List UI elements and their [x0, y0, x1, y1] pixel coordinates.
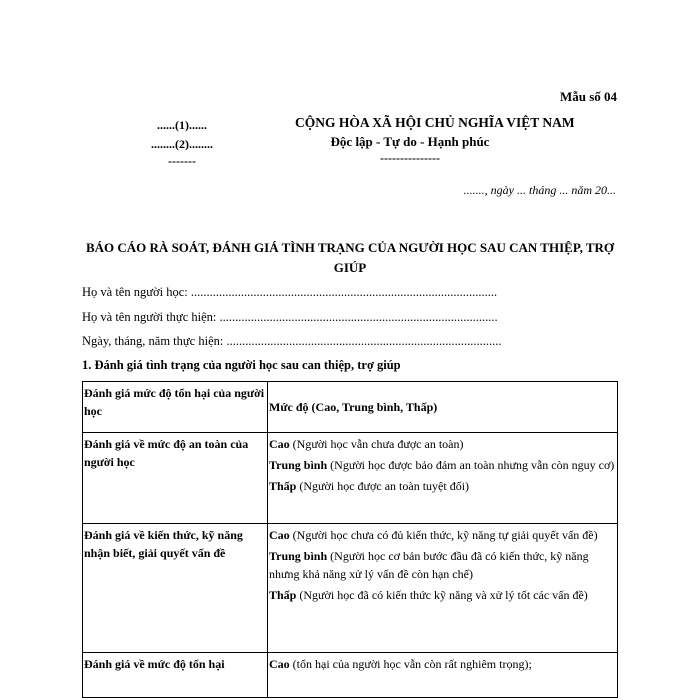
option-item [269, 526, 616, 544]
option-level: Trung bình [269, 549, 328, 563]
table-cell-options [268, 433, 618, 524]
option-desc: (Người học vẫn chưa được an toàn) [289, 437, 464, 451]
national-motto: Độc lập - Tự do - Hạnh phúc [330, 134, 490, 149]
option-desc: (Người học đã có kiến thức kỹ năng và xử lý tốt các vấn đề) [296, 588, 588, 602]
table-cell-criterion [83, 653, 268, 698]
section-heading-1: 1. Đánh giá tình trạng của người học sau can thiệp, trợ giúp [82, 358, 401, 372]
table-cell-options [268, 653, 618, 698]
table-row [83, 524, 618, 653]
option-item [269, 655, 616, 673]
form-number: Mẫu số 04 [560, 89, 618, 104]
header-level-text: Mức độ (Cao, Trung bình, Thấp) [269, 400, 438, 414]
agency-line-1: ......(1)...... [157, 118, 207, 132]
date-line: ......., ngày ... tháng ... năm 20... [463, 183, 616, 197]
table-cell-options [268, 524, 618, 653]
assessment-table [82, 381, 618, 698]
criterion-text: Đánh giá về mức độ an toàn của người học [84, 437, 249, 469]
header-criterion-text: Đánh giá mức độ tổn hại của người học [84, 386, 265, 418]
option-level: Cao [269, 657, 290, 671]
criterion-text: Đánh giá về kiến thức, kỹ năng nhận biết, giải quyết vấn đề [84, 528, 243, 560]
option-desc: (Người học chưa có đủ kiến thức, kỹ năng tự giải quyết vấn đề) [289, 528, 598, 542]
table-header-row [83, 382, 618, 433]
option-level: Cao [269, 528, 290, 542]
option-item [269, 586, 616, 604]
agency-divider: ------- [168, 154, 196, 168]
option-level: Thấp [269, 588, 297, 602]
table-cell-criterion [83, 433, 268, 524]
option-item [269, 547, 616, 583]
field-executor-name: Họ và tên người thực hiện: ......................................................................................... [82, 310, 498, 324]
option-desc: (Người học được bảo đảm an toàn nhưng vẫn còn nguy cơ) [327, 458, 615, 472]
option-level: Trung bình [269, 458, 328, 472]
table-row [83, 433, 618, 524]
option-level: Cao [269, 437, 290, 451]
agency-line-2: ........(2)........ [151, 137, 213, 151]
option-item [269, 435, 616, 453]
motto-divider: --------------- [380, 151, 440, 165]
field-learner-name: Họ và tên người học: .................................................................................................. [82, 285, 498, 299]
option-level: Thấp [269, 479, 297, 493]
option-desc: (Người học cơ bản bước đầu đã có kiến thức, kỹ năng nhưng khả năng xử lý vấn đề còn hạn chế) [269, 549, 589, 581]
option-desc: (Người học được an toàn tuyệt đối) [296, 479, 470, 493]
criterion-text: Đánh giá về mức độ tổn hại [84, 657, 225, 671]
option-item [269, 477, 616, 495]
field-date: Ngày, tháng, năm thực hiện: ........................................................................................ [82, 334, 502, 348]
option-desc: (tổn hại của người học vẫn còn rất nghiêm trọng); [289, 657, 532, 671]
option-item [269, 456, 616, 474]
table-header-criterion [83, 382, 268, 433]
table-row [83, 653, 618, 698]
table-header-level [268, 382, 618, 433]
country-name: CỘNG HÒA XÃ HỘI CHỦ NGHĨA VIỆT NAM [295, 115, 575, 130]
report-title: BÁO CÁO RÀ SOÁT, ĐÁNH GIÁ TÌNH TRẠNG CỦA NGƯỜI HỌC SAU CAN THIỆP, TRỢ GIÚP [85, 240, 615, 275]
table-cell-criterion [83, 524, 268, 653]
